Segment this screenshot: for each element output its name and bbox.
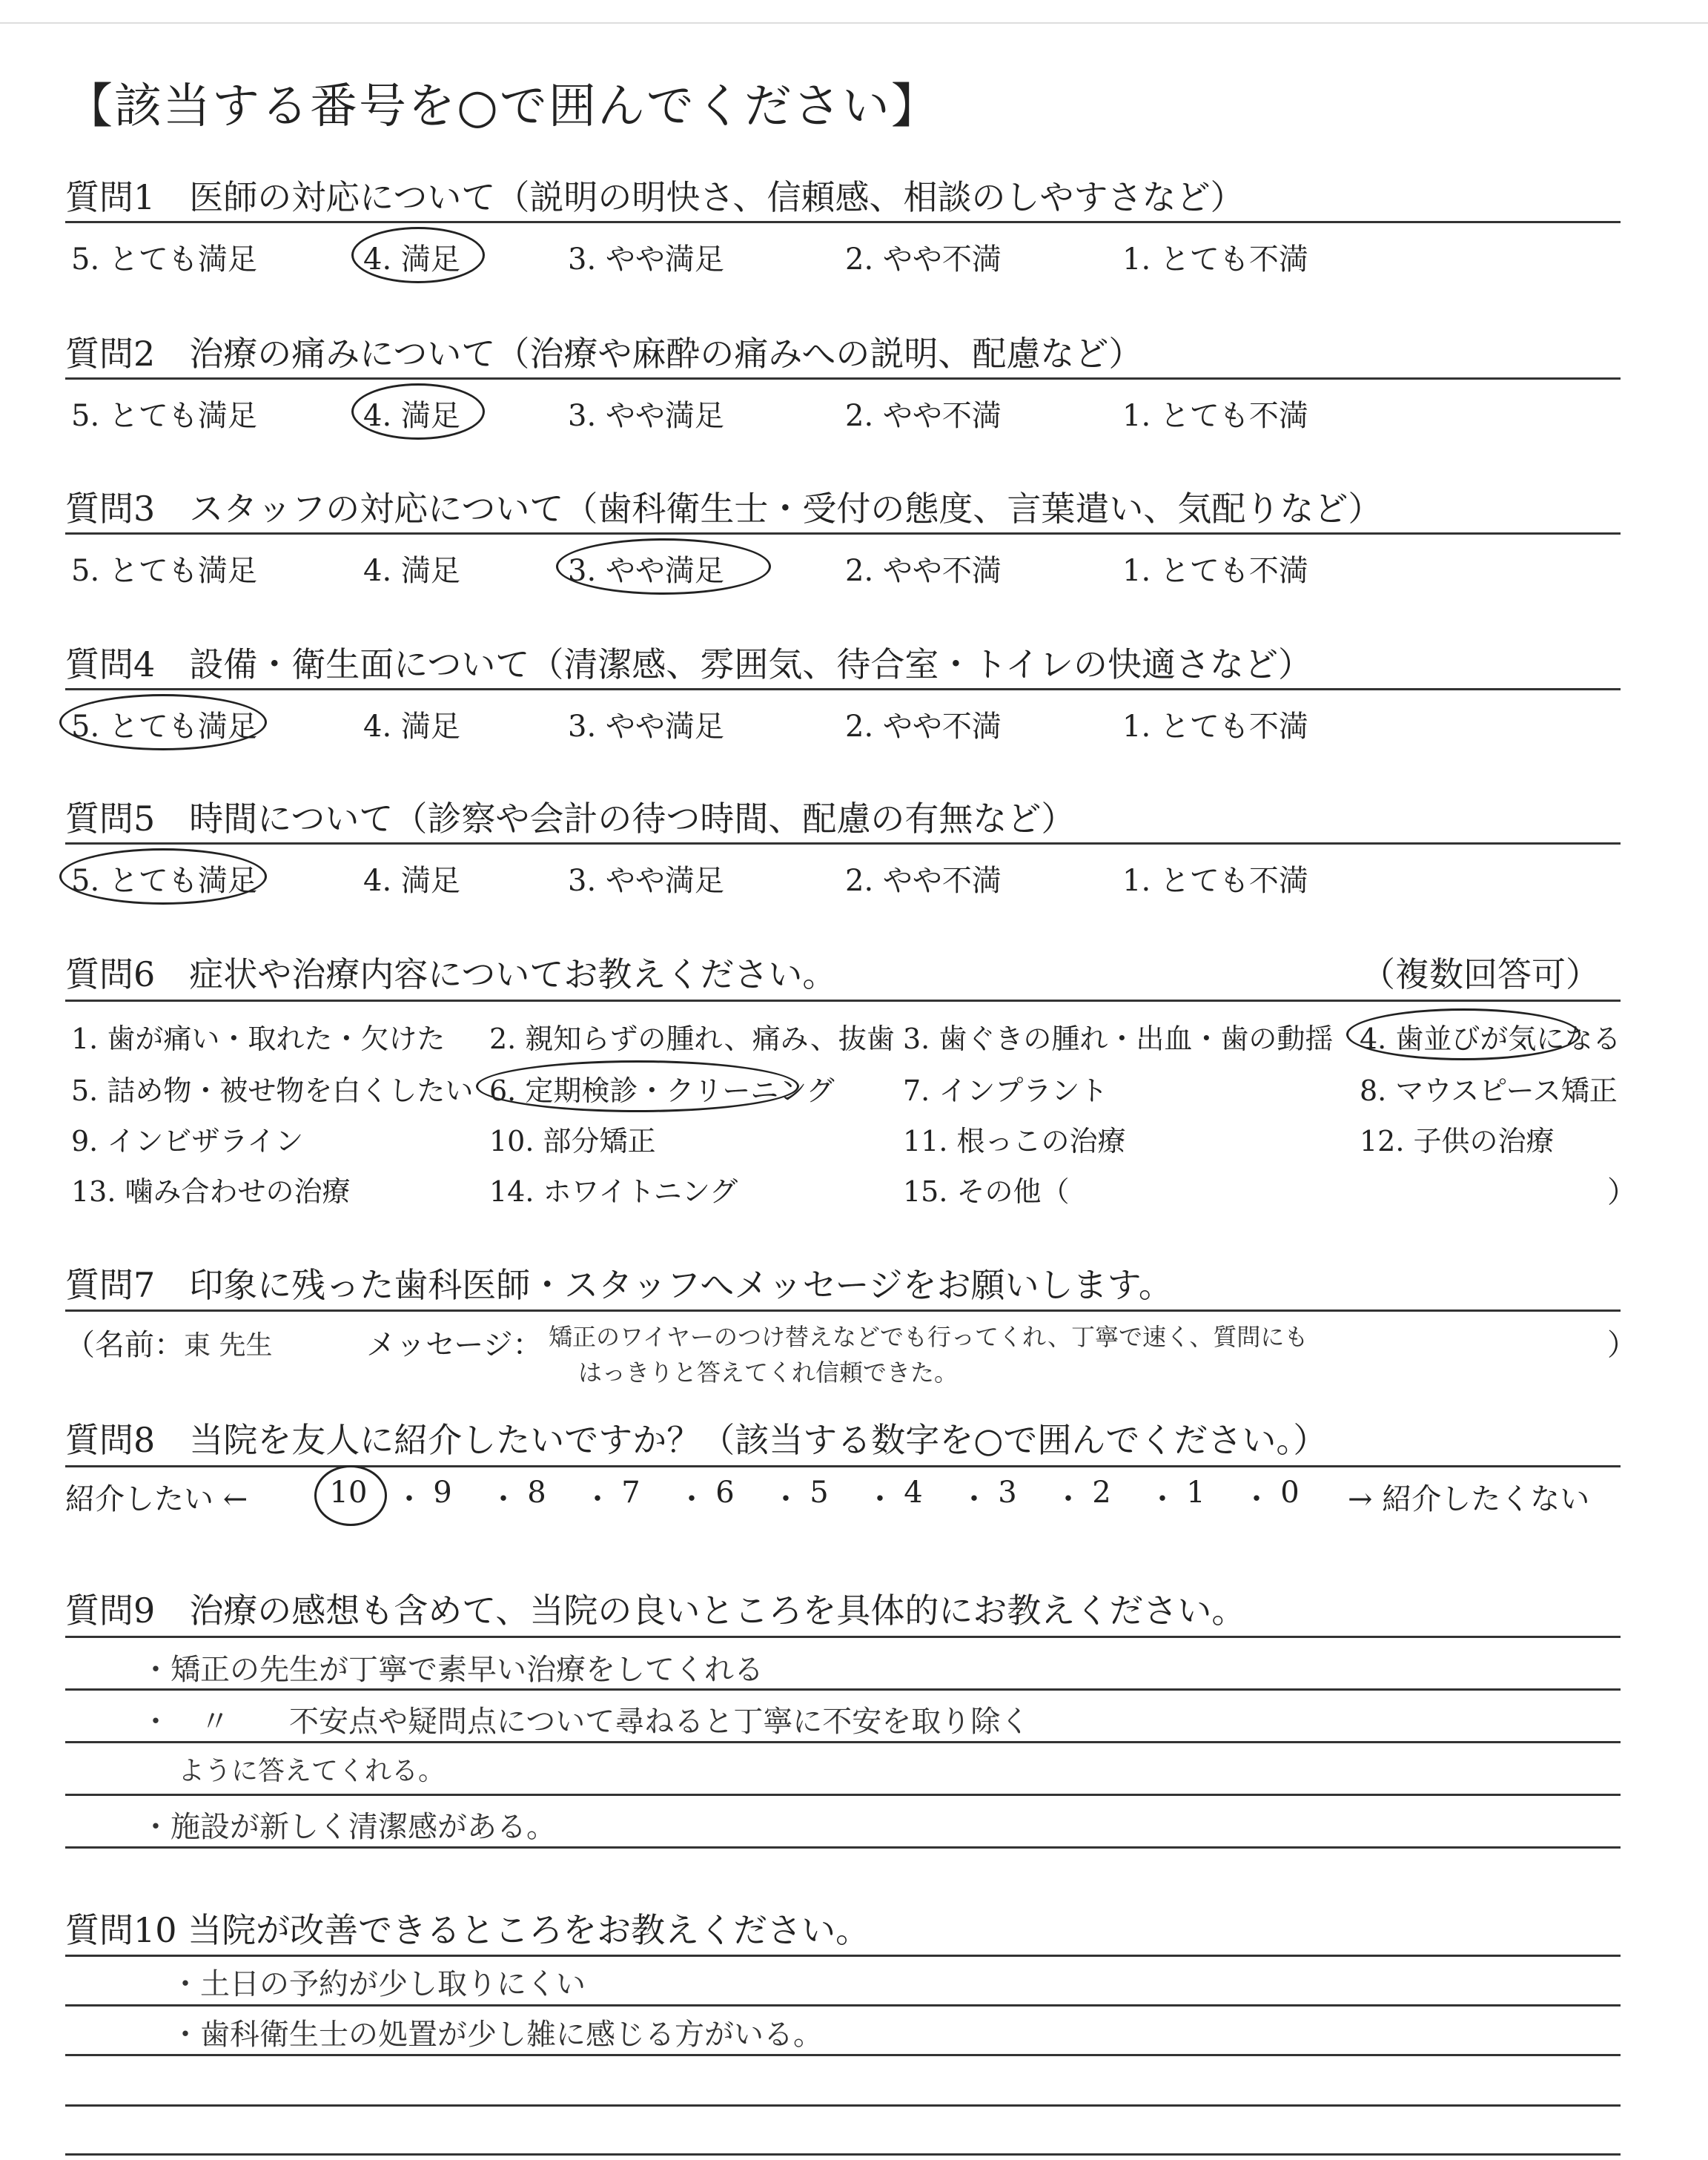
q6-option[interactable]: 10. 部分矯正 (489, 1125, 656, 1157)
q7-rule (65, 1309, 1621, 1312)
q10-line (65, 2153, 1621, 2156)
q9-answer-2: ・ 〃 不安点や疑問点について尋ねると丁寧に不安を取り除く (141, 1705, 1030, 1739)
q6-option[interactable]: 14. ホワイトニング (489, 1175, 738, 1208)
q6-option[interactable]: 3. 歯ぐきの腫れ・出血・歯の動揺 (903, 1023, 1334, 1055)
q6-option[interactable]: 9. インビザライン (71, 1125, 304, 1157)
q8-right-label: → 紹介したくない (1348, 1482, 1590, 1516)
q4-title: 質問4 設備・衛生面について（清潔感、雰囲気、待合室・トイレの快適さなど） (65, 644, 1313, 684)
q8-rule (65, 1465, 1621, 1467)
q6-option[interactable]: 13. 噛み合わせの治療 (71, 1175, 351, 1208)
q10-title: 質問10 当院が改善できるところをお教えください。 (65, 1910, 870, 1950)
q8-separator-dot: ・ (1053, 1482, 1083, 1516)
q2-option[interactable]: 2. やや不満 (845, 399, 1002, 433)
q6-option[interactable]: 1. 歯が痛い・取れた・欠けた (71, 1023, 446, 1055)
q8-left-label: 紹介したい ← (65, 1482, 248, 1516)
q6-option[interactable]: 15. その他（ (903, 1175, 1070, 1208)
q3-option[interactable]: 4. 満足 (363, 554, 460, 588)
q4-option[interactable]: 2. やや不満 (845, 710, 1002, 744)
q5-option[interactable]: 3. やや満足 (568, 864, 724, 898)
q8-number[interactable]: 8 (527, 1476, 546, 1510)
q8-separator-dot: ・ (583, 1482, 612, 1516)
selection-circle (59, 694, 267, 750)
selection-circle (1346, 1008, 1580, 1060)
q4-option[interactable]: 4. 満足 (363, 710, 460, 744)
q2-option[interactable]: 3. やや満足 (568, 399, 724, 433)
q10-line (65, 2054, 1621, 2056)
q7-message-label: メッセージ： (366, 1328, 543, 1362)
q8-number[interactable]: 9 (433, 1476, 452, 1510)
q6-option[interactable]: 5. 詰め物・被せ物を白くしたい (71, 1074, 474, 1107)
q9-answer-3: ように答えてくれる。 (178, 1756, 446, 1786)
q3-option[interactable]: 1. とても不満 (1122, 554, 1308, 588)
q1-option[interactable]: 1. とても不満 (1122, 242, 1308, 277)
q4-option[interactable]: 5. とても満足 (71, 710, 257, 744)
q1-rule (65, 221, 1621, 223)
q10-answer-1: ・土日の予約が少し取りにくい (171, 1967, 586, 2001)
q2-option[interactable]: 1. とても不満 (1122, 399, 1308, 433)
q3-option[interactable]: 2. やや不満 (845, 554, 1002, 588)
q9-line (65, 1846, 1621, 1849)
q8-separator-dot: ・ (1242, 1482, 1271, 1516)
q8-number[interactable]: 5 (810, 1476, 829, 1510)
q1-option[interactable]: 2. やや不満 (845, 242, 1002, 277)
q6-title: 質問6 症状や治療内容についてお教えください。 (65, 954, 837, 994)
q8-number[interactable]: 1 (1186, 1476, 1205, 1510)
q5-option[interactable]: 4. 満足 (363, 864, 460, 898)
selection-circle (556, 538, 771, 595)
scan-top-edge (0, 0, 1708, 24)
q1-option[interactable]: 4. 満足 (363, 242, 460, 277)
q6-option[interactable]: 8. マウスピース矯正 (1360, 1074, 1618, 1107)
q6-option[interactable]: 6. 定期検診・クリーニング (489, 1074, 835, 1107)
q5-option[interactable]: 1. とても不満 (1122, 864, 1308, 898)
q6-option[interactable]: 7. インプラント (903, 1074, 1108, 1107)
q3-rule (65, 532, 1621, 535)
q8-separator-dot: ・ (489, 1482, 518, 1516)
q9-line (65, 1794, 1621, 1796)
q7-message-line1: 矯正のワイヤーのつけ替えなどでも行ってくれ、丁寧で速く、質問にも (549, 1323, 1308, 1351)
q8-number[interactable]: 3 (998, 1476, 1017, 1510)
q5-title: 質問5 時間について（診察や会計の待つ時間、配慮の有無など） (65, 799, 1076, 839)
q10-line (65, 1955, 1621, 1957)
selection-circle (351, 383, 485, 440)
q8-number[interactable]: 4 (904, 1476, 923, 1510)
q3-option[interactable]: 5. とても満足 (71, 554, 257, 588)
q9-answer-4: ・施設が新しく清潔感がある。 (141, 1810, 556, 1844)
q8-separator-dot: ・ (771, 1482, 801, 1516)
q4-option[interactable]: 1. とても不満 (1122, 710, 1308, 744)
q3-option[interactable]: 3. やや満足 (568, 554, 724, 588)
q9-line (65, 1741, 1621, 1743)
q6-option[interactable]: 11. 根っこの治療 (903, 1125, 1126, 1157)
selection-circle (59, 848, 267, 905)
q1-title: 質問1 医師の対応について（説明の明快さ、信頼感、相談のしやすさなど） (65, 177, 1245, 217)
q1-option[interactable]: 5. とても満足 (71, 242, 257, 277)
q4-rule (65, 688, 1621, 690)
q6-close-paren: ） (1607, 1175, 1637, 1209)
q2-option[interactable]: 5. とても満足 (71, 399, 257, 433)
selection-circle (314, 1465, 387, 1526)
q8-number[interactable]: 0 (1280, 1476, 1300, 1510)
q7-title: 質問7 印象に残った歯科医師・スタッフへメッセージをお願いします。 (65, 1265, 1173, 1305)
q10-answer-2: ・歯科衛生士の処置が少し雑に感じる方がいる。 (171, 2018, 823, 2052)
q8-separator-dot: ・ (959, 1482, 989, 1516)
q2-rule (65, 377, 1621, 380)
q10-line (65, 2104, 1621, 2107)
q8-separator-dot: ・ (865, 1482, 895, 1516)
q1-option[interactable]: 3. やや満足 (568, 242, 724, 277)
q9-title: 質問9 治療の感想も含めて、当院の良いところを具体的にお教えください。 (65, 1591, 1246, 1631)
q10-line (65, 2004, 1621, 2007)
q6-option[interactable]: 2. 親知らずの腫れ、痛み、抜歯 (489, 1023, 895, 1055)
q6-option[interactable]: 4. 歯並びが気になる (1360, 1023, 1621, 1055)
q9-line (65, 1636, 1621, 1638)
page-header: 【該当する番号を○で囲んでください】 (65, 79, 940, 134)
q8-number[interactable]: 10 (329, 1476, 368, 1510)
q9-answer-1: ・矯正の先生が丁寧で素早い治療をしてくれる (141, 1653, 764, 1687)
q8-separator-dot: ・ (394, 1482, 424, 1516)
q5-option[interactable]: 2. やや不満 (845, 864, 1002, 898)
q9-line (65, 1688, 1621, 1691)
q6-rule (65, 1000, 1621, 1002)
q5-option[interactable]: 5. とても満足 (71, 864, 257, 898)
q7-message-line2: はっきりと答えてくれ信頼できた。 (578, 1358, 959, 1387)
q8-number[interactable]: 6 (715, 1476, 735, 1510)
q2-option[interactable]: 4. 満足 (363, 399, 460, 433)
q8-separator-dot: ・ (677, 1482, 706, 1516)
q8-number[interactable]: 7 (621, 1476, 640, 1510)
q3-title: 質問3 スタッフの対応について（歯科衛生士・受付の態度、言葉遣い、気配りなど） (65, 489, 1383, 529)
selection-circle (351, 227, 485, 283)
q6-option[interactable]: 12. 子供の治療 (1360, 1125, 1555, 1157)
q8-number[interactable]: 2 (1092, 1476, 1111, 1510)
q8-title: 質問8 当院を友人に紹介したいですか？（該当する数字を○で囲んでください。） (65, 1420, 1328, 1460)
q6-note: （複数回答可） (1361, 954, 1600, 994)
q8-separator-dot: ・ (1148, 1482, 1177, 1516)
selection-circle (476, 1060, 799, 1112)
q2-title: 質問2 治療の痛みについて（治療や麻酔の痛みへの説明、配慮など） (65, 334, 1143, 374)
q7-close-paren: ） (1607, 1328, 1637, 1362)
q5-rule (65, 842, 1621, 845)
q7-name-label: （名前： (65, 1328, 184, 1362)
q7-name-value: 東 先生 (184, 1330, 273, 1361)
q4-option[interactable]: 3. やや満足 (568, 710, 724, 744)
